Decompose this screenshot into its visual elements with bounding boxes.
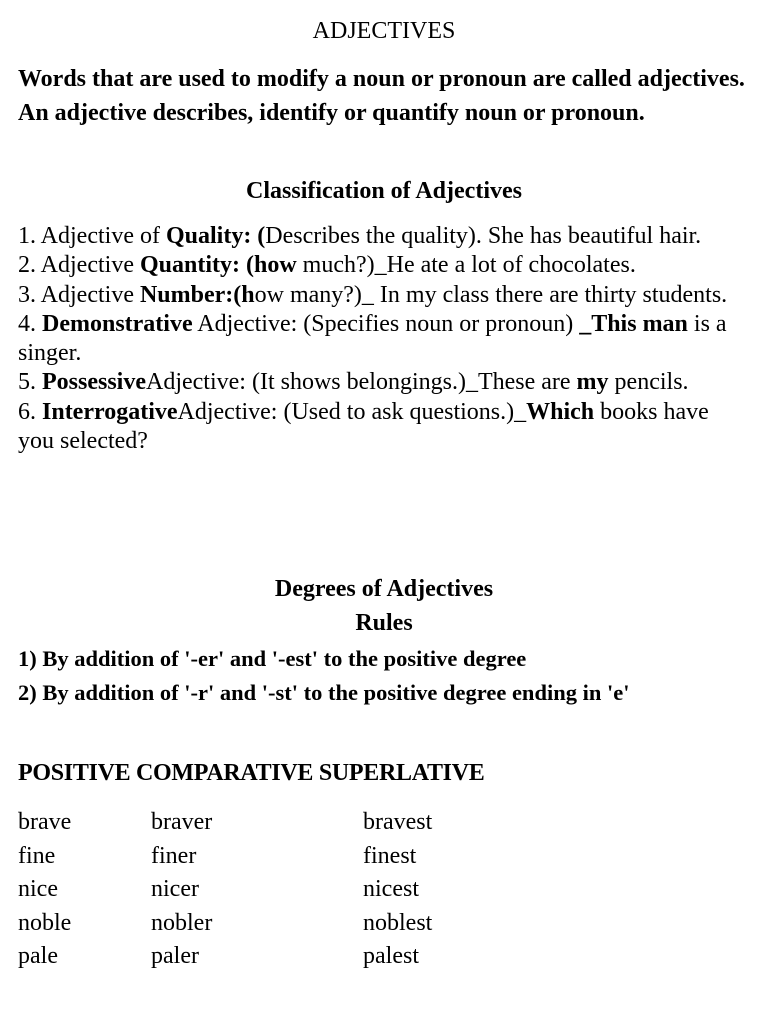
table-row (18, 873, 563, 907)
comparative-cell: nobler (151, 909, 213, 936)
table-row (18, 907, 563, 941)
list-item-text: 3. Adjective (18, 281, 140, 308)
list-item-text: Adjective: (Specifies noun or pronoun) (192, 310, 580, 337)
table-row (18, 940, 563, 974)
page-title: ADJECTIVES (312, 18, 456, 44)
list-item-bold: my (576, 369, 609, 396)
list-item (18, 310, 750, 369)
list-item (18, 398, 750, 457)
list-item-text: much?)_He ate a lot of chocolates. (296, 252, 636, 279)
degrees-table (18, 806, 563, 974)
list-item-text: Adjective: (Used to ask questions.)_ (177, 398, 527, 425)
classification-list (18, 222, 750, 456)
positive-cell: pale (18, 943, 58, 970)
positive-cell: nice (18, 876, 58, 903)
list-item (18, 251, 750, 280)
list-item-bold: Possessive (42, 369, 146, 396)
positive-cell: fine (18, 842, 56, 869)
superlative-cell: nicest (363, 876, 419, 903)
positive-cell: brave (18, 809, 72, 836)
list-item-bold: Quality: ( (165, 223, 266, 249)
rule-item: 1) By addition of '-er' and '-est' to the positive degree (18, 646, 527, 671)
comparative-cell: paler (151, 943, 199, 970)
superlative-cell: noblest (363, 909, 433, 936)
superlative-cell: bravest (363, 809, 433, 836)
positive-cell: noble (18, 909, 72, 936)
list-item-bold: Which (526, 398, 595, 425)
classification-heading: Classification of Adjectives (246, 178, 522, 204)
list-item-text: 5. (18, 369, 42, 396)
list-item-text: Adjective: (It shows belongings.)_These are (146, 369, 577, 396)
superlative-cell: palest (363, 943, 419, 970)
list-item-bold: Quantity: (how (139, 252, 297, 279)
list-item (18, 222, 750, 251)
list-item-text: 4. (18, 310, 42, 337)
list-item-bold: Number:(h (139, 281, 255, 308)
list-item (18, 281, 750, 310)
list-item-text: Describes the quality). She has beautiful hair. (265, 223, 702, 249)
rule-item: 2) By addition of '-r' and '-st' to the positive degree ending in 'e' (18, 680, 630, 705)
degrees-table-header: POSITIVE COMPARATIVE SUPERLATIVE (18, 760, 485, 786)
list-item-bold: Interrogative (42, 398, 178, 425)
list-item-text: pencils. (608, 369, 689, 396)
list-item-text: 2. Adjective (18, 252, 140, 279)
list-item (18, 368, 750, 397)
list-item-bold: _This man (579, 310, 688, 337)
comparative-cell: nicer (151, 876, 199, 903)
rules-heading: Rules (355, 610, 413, 636)
table-row (18, 840, 563, 874)
list-item-text: books have you selected? (18, 398, 709, 455)
list-item-bold: Demonstrative (42, 310, 193, 337)
table-row (18, 806, 563, 840)
list-item-text: 6. (18, 398, 42, 425)
superlative-cell: finest (363, 842, 417, 869)
list-item-text: is a singer. (18, 310, 727, 367)
degrees-heading: Degrees of Adjectives (274, 576, 494, 602)
comparative-cell: braver (151, 809, 213, 836)
list-item-text: ow many?)_ In my class there are thirty students. (254, 281, 728, 308)
intro-paragraph: Words that are used to modify a noun or pronoun are called adjectives. An adjective describes, identify or quantify noun or pronoun. (18, 66, 745, 126)
list-item-text: 1. Adjective of (18, 223, 166, 249)
comparative-cell: finer (151, 842, 197, 869)
